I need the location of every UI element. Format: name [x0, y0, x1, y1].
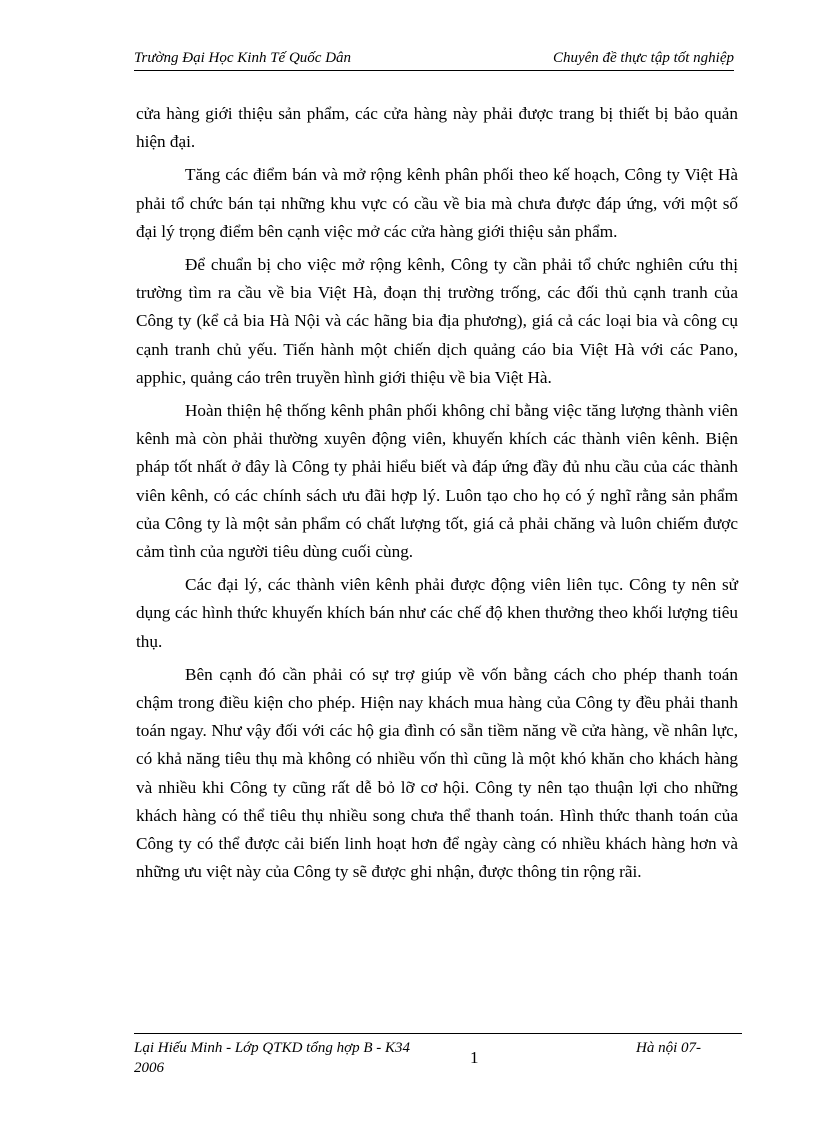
paragraph: cửa hàng giới thiệu sản phẩm, các cửa hàng này phải được trang bị thiết bị bảo quản hiện đại.	[136, 104, 738, 152]
header-university: Trường Đại Học Kinh Tế Quốc Dân	[134, 50, 352, 66]
paragraph: Tăng các điểm bán và mở rộng kênh phân phối theo kế hoạch, Công ty Việt Hà phải tổ chức bán tại những khu vực có cầu về bia mà chưa được đáp ứng, với một số đại lý trọng điểm bên cạnh việc mở các cửa hàng giới thiệu sản phẩm.	[136, 165, 738, 241]
paragraph: Để chuẩn bị cho việc mở rộng kênh, Công ty cần phải tổ chức nghiên cứu thị trường tìm ra cầu về bia Việt Hà, đoạn thị trường trống, các đối thủ cạnh tranh của Công ty (kể cả bia Hà Nội và các hãng bia địa phương), giá cả các loại bia và công cụ cạnh tranh chủ yếu. Tiến hành một chiến dịch quảng cáo bia Việt Hà với các Pano, apphic, quảng cáo trên truyền hình giới thiệu về bia Việt Hà.	[136, 255, 738, 387]
footer-author-line: Lại Hiếu Minh - Lớp QTKD tổng hợp B - K34	[134, 1040, 411, 1056]
page-header	[134, 48, 734, 71]
page-footer	[134, 1033, 742, 1076]
paragraph: Các đại lý, các thành viên kênh phải được động viên liên tục. Công ty nên sử dụng các hình thức khuyến khích bán như các chế độ khen thưởng theo khối lượng tiêu thụ.	[136, 575, 738, 651]
paragraph: Bên cạnh đó cần phải có sự trợ giúp về vốn bằng cách cho phép thanh toán chậm trong điều kiện cho phép. Hiện nay khách mua hàng của Công ty đều phải thanh toán ngay. Như vậy đối với các hộ gia đình có sẵn tiềm năng về cửa hàng, về nhân lực, có khả năng tiêu thụ mà không có nhiều vốn thì cũng là một khó khăn cho khách hàng và nhiều khi Công ty cũng rất dễ bỏ lỡ cơ hội. Công ty nên tạo thuận lợi cho những khách hàng có thể tiêu thụ nhiều song chưa thể thanh toán. Hình thức thanh toán của Công ty có thể được cải biến linh hoạt hơn để ngày càng có nhiều khách hàng hơn và những ưu việt này của Công ty sẽ được ghi nhận, được thông tin rộng rãi.	[136, 664, 738, 882]
footer-author	[134, 1038, 454, 1078]
header-report-title: Chuyên đề thực tập tốt nghiệp	[552, 50, 734, 66]
footer-date: Hà nội 07-	[636, 1040, 701, 1056]
page-number: 1	[470, 1048, 479, 1067]
footer-year: 2006	[134, 1060, 164, 1076]
paragraph: Hoàn thiện hệ thống kênh phân phối không chỉ bằng việc tăng lượng thành viên kênh mà còn phải thường xuyên động viên, khuyến khích các thành viên kênh. Biện pháp tốt nhất ở đây là Công ty phải hiểu biết và đáp ứng đầy đủ nhu cầu của các thành viên kênh, có các chính sách ưu đãi hợp lý. Luôn tạo cho họ có ý nghĩ rằng sản phẩm của Công ty là một sản phẩm có chất lượng tốt, giá cả phải chăng và luôn chiếm được cảm tình của người tiêu dùng cuối cùng.	[136, 401, 738, 562]
document-body	[136, 100, 738, 891]
